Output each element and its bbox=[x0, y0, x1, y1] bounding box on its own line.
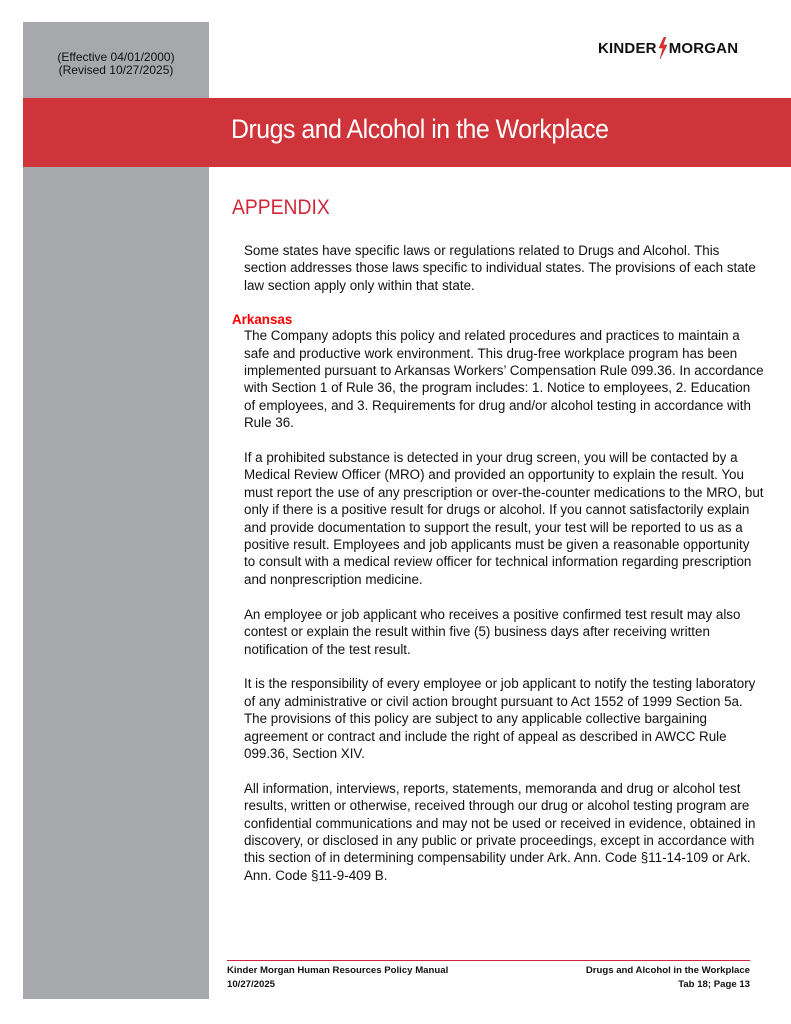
body-paragraph: The Company adopts this policy and related procedures and practices to maintain a safe and productive work environment. This drug-free workplace program has been implemented pursuant to Arkansas Workers’ Compensation Rule 099.36. In accordance with Section 1 of Rule 36, the program includes: 1. Notice to employees, 2. Education of employees, and 3. Requirements for drug and/or alcohol testing in accordance with Rule 36. bbox=[244, 328, 764, 431]
footer-topic: Drugs and Alcohol in the Workplace bbox=[585, 965, 750, 976]
revised-date: (Revised 10/27/2025) bbox=[58, 63, 174, 77]
footer-manual-name: Kinder Morgan Human Resources Policy Manual bbox=[227, 965, 449, 976]
state-heading: Arkansas bbox=[232, 312, 293, 328]
page-footer bbox=[227, 964, 750, 992]
state-section-arkansas bbox=[232, 312, 764, 884]
footer-page-number: Tab 18; Page 13 bbox=[678, 979, 750, 990]
body-paragraph: An employee or job applicant who receives a positive confirmed test result may also contest or explain the result within five (5) business days after receiving written notification of the test result. bbox=[244, 606, 741, 657]
footer-divider bbox=[227, 960, 750, 961]
body-paragraph: If a prohibited substance is detected in your drug screen, you will be contacted by a Medical Review Officer (MRO) and provided an opportunity to explain the result. You must report the use of any prescription or over-the-counter medications to the MRO, but only if there is a positive result for drugs or alcohol. If you cannot satisfactorily explain and provide documentation to support the result, your test will be reported to us as a positive result. Employees and job applicants must be given a reasonable opportunity to consult with a medical review officer for technical information regarding prescription and nonprescription medicine. bbox=[244, 450, 764, 587]
logo-text-kinder: KINDER bbox=[598, 39, 657, 57]
section-heading: APPENDIX bbox=[232, 196, 330, 219]
logo-text-morgan: MORGAN bbox=[668, 39, 739, 57]
body-paragraph: All information, interviews, reports, statements, memoranda and drug or alcohol test results, written or otherwise, received through our drug or alcohol testing program are confidential communications and may not be used or received in evidence, obtained in discovery, or disclosed in any public or private proceedings, except in accordance with this section of in determining compensability under Ark. Ann. Code §11-14-109 or Ark. Ann. Code §11-9-409 B. bbox=[244, 780, 756, 883]
footer-date: 10/27/2025 bbox=[227, 979, 276, 990]
body-paragraph: It is the responsibility of every employee or job applicant to notify the testing laboratory of any administrative or civil action brought pursuant to Act 1552 of 1999 Section 5a. The provisions of this policy are subject to any applicable collective bargaining agreement or contract and include the right of appeal as described in AWCC Rule 099.36, Section XIV. bbox=[244, 676, 756, 761]
left-sidebar-band bbox=[23, 22, 209, 999]
effective-date: (Effective 04/01/2000) bbox=[57, 50, 175, 64]
document-body bbox=[232, 242, 764, 884]
kinder-morgan-logo bbox=[598, 37, 738, 59]
intro-paragraph: Some states have specific laws or regulations related to Drugs and Alcohol. This section addresses those laws specific to individual states. The provisions of each state law section apply only within that state. bbox=[244, 243, 756, 293]
page-title: Drugs and Alcohol in the Workplace bbox=[231, 114, 609, 144]
lightning-bolt-icon bbox=[658, 37, 668, 59]
policy-dates bbox=[23, 51, 209, 77]
